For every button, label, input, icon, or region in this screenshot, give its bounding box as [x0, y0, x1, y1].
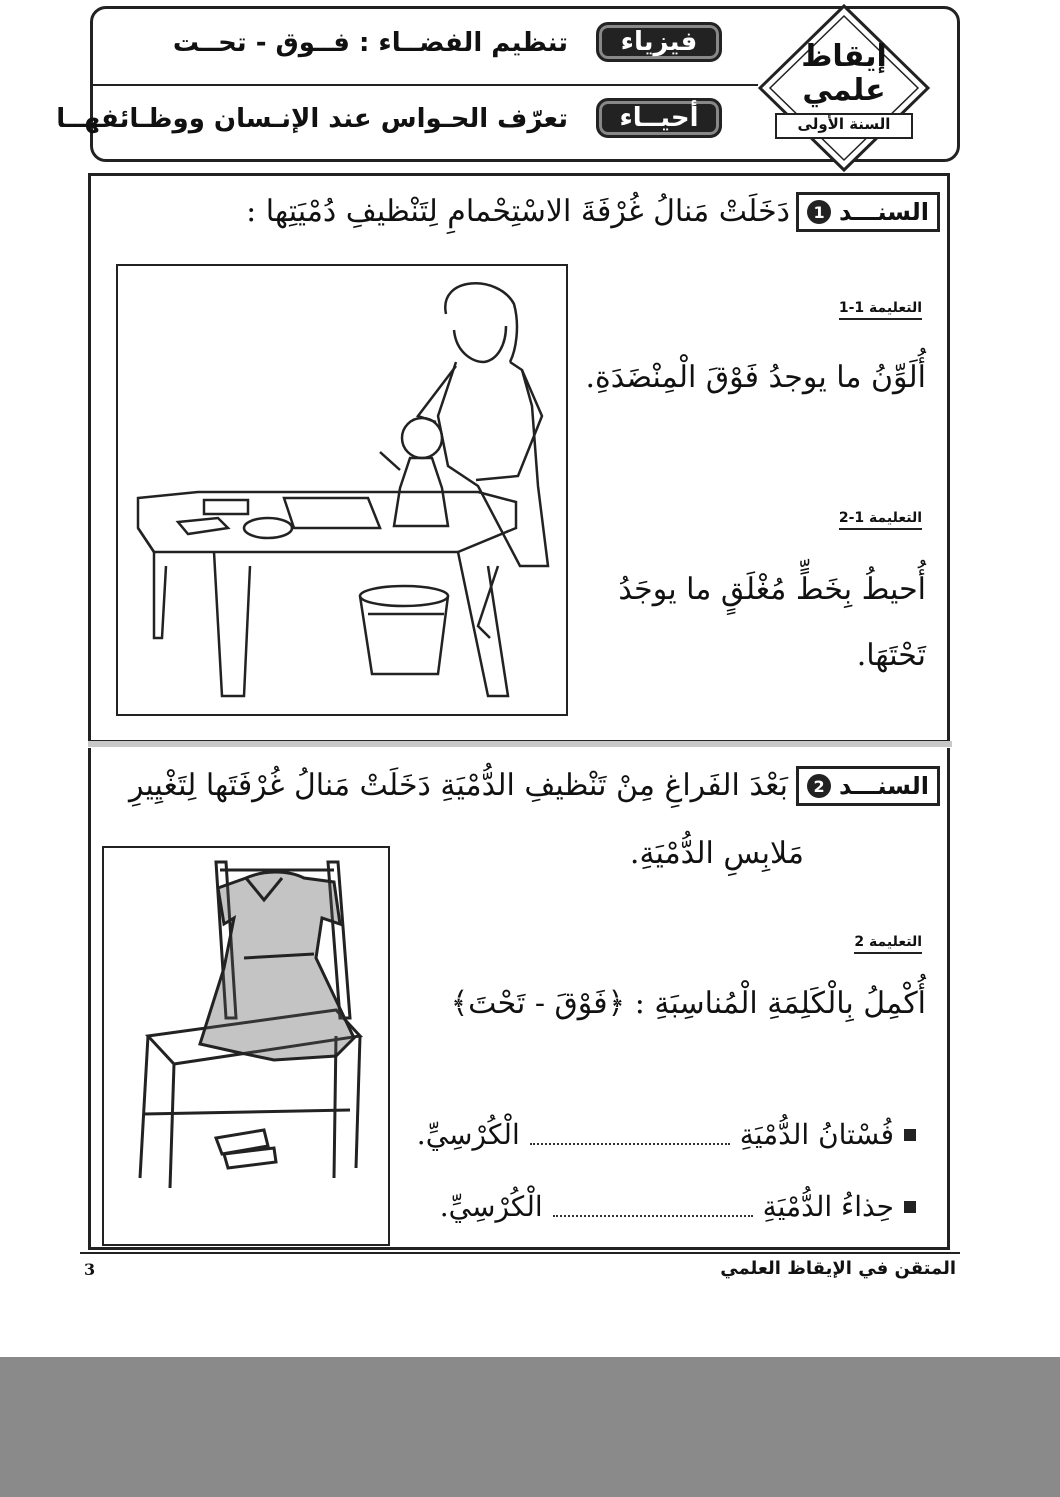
answer-blank-dress[interactable]	[530, 1125, 730, 1145]
section-1-intro: دَخَلَتْ مَنالُ غُرْفَةَ الاسْتِحْمامِ لِتَنْظيفِ دُمْيَتِها :	[246, 194, 790, 229]
illustration-girl-table	[116, 264, 568, 716]
bullet-square-icon	[904, 1201, 916, 1213]
section-divider	[88, 741, 952, 747]
subject-badge-biology: أحيــاء	[596, 98, 722, 138]
subject-badge-physics: فيزياء	[596, 22, 722, 62]
book-title: المتقن في الإيقاظ العلمي	[720, 1258, 956, 1279]
logo-title: إيقاظ علمي	[801, 39, 887, 108]
topic-physics: تنظيم الفضــاء : فــوق - تحــت	[172, 28, 568, 58]
instruction-2-text: أُكْمِلُ بِالْكَلِمَةِ الْمُناسِبَةِ : ﴿فَوْقَ - تَحْتَ﴾	[450, 986, 926, 1021]
topic-biology: تعرّف الحـواس عند الإنـسان ووظـائفهــا	[56, 104, 568, 134]
instruction-1-2-line1: أُحيطُ بِخَطٍّ مُغْلَقٍ ما يوجَدُ	[618, 572, 926, 607]
fill-row-shoes-start: حِذاءُ الدُّمْيَةِ	[762, 1190, 894, 1223]
fill-row-dress-end: الْكُرْسِيِّ.	[416, 1118, 520, 1151]
logo	[756, 4, 932, 174]
fill-row-dress	[417, 1118, 916, 1151]
girl-cleaning-doll-illustration	[118, 266, 566, 714]
bullet-square-icon	[904, 1129, 916, 1141]
answer-blank-shoes[interactable]	[553, 1197, 753, 1217]
instruction-2-label: التعليمة 2	[854, 934, 922, 954]
dress-on-chair-illustration	[104, 848, 388, 1244]
scan-background	[0, 1357, 1060, 1497]
section-2-intro-line2: مَلابِسِ الدُّمْيَةِ.	[629, 836, 804, 871]
section-1-label-text: السنـــد	[839, 198, 929, 226]
instruction-1-2-line2: تَحْتَهَا.	[856, 638, 926, 673]
instruction-1-2-label: التعليمة 1-2	[839, 510, 922, 530]
section-2-label-text: السنـــد	[839, 772, 929, 800]
page-number: 3	[84, 1260, 96, 1279]
section-1-number: 1	[807, 200, 831, 224]
instruction-1-1-label: التعليمة 1-1	[839, 300, 922, 320]
section-2-intro-line1: بَعْدَ الفَراغِ مِنْ تَنْظيفِ الدُّمْيَةِ دَخَلَتْ مَنالُ غُرْفَتَها لِتَغْيِيرِ	[128, 768, 788, 803]
header-divider	[92, 84, 758, 86]
illustration-chair-dress	[102, 846, 390, 1246]
section-2-number: 2	[807, 774, 831, 798]
section-1-label	[796, 192, 940, 232]
footer-rule	[80, 1252, 960, 1254]
instruction-1-1-text: أُلَوِّنُ ما يوجدُ فَوْقَ الْمِنْضَدَةِ.	[585, 360, 926, 395]
logo-year: السنة الأولى	[797, 115, 891, 133]
fill-row-shoes-end: الْكُرْسِيِّ.	[439, 1190, 543, 1223]
fill-row-dress-start: فُسْتانُ الدُّمْيَةِ	[739, 1118, 894, 1151]
section-2-label	[796, 766, 940, 806]
fill-row-shoes	[440, 1190, 916, 1223]
